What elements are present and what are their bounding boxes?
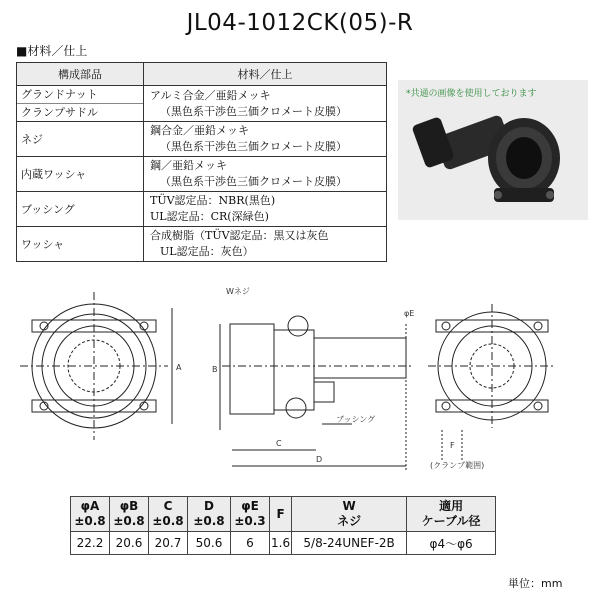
dim-a-label: A bbox=[176, 363, 182, 372]
dim-value: 22.2 bbox=[71, 532, 110, 555]
spec-cell bbox=[144, 86, 387, 122]
spec-line: 合成樹脂（TÜV認定品：黒又は灰色 bbox=[150, 229, 329, 242]
spec-line: アルミ合金／亜鉛メッキ bbox=[150, 88, 271, 102]
connector-photo-image bbox=[398, 80, 588, 220]
header-part: 構成部品 bbox=[17, 63, 144, 86]
spec-line: UL認定品：灰色） bbox=[160, 245, 254, 258]
spec-line: （黒色系干渉色三価クロメート皮膜） bbox=[160, 140, 347, 153]
spec-cell bbox=[144, 122, 387, 157]
dim-header: C ±0.8 bbox=[149, 497, 188, 532]
dim-header: D ±0.8 bbox=[188, 497, 231, 532]
unit-label: 単位：mm bbox=[508, 577, 563, 590]
materials-row bbox=[17, 122, 387, 157]
dim-value: 20.7 bbox=[149, 532, 188, 555]
part-name: ワッシャ bbox=[17, 227, 144, 262]
dim-value: 20.6 bbox=[110, 532, 149, 555]
dim-header: F bbox=[270, 497, 292, 532]
spec-cell bbox=[144, 192, 387, 227]
side-view bbox=[220, 316, 412, 472]
materials-table bbox=[16, 62, 387, 262]
dim-header: φB ±0.8 bbox=[110, 497, 149, 532]
spec-cell bbox=[144, 227, 387, 262]
dim-c-label: C bbox=[276, 439, 282, 448]
spec-line: （黒色系干渉色三価クロメート皮膜） bbox=[160, 104, 347, 118]
dim-header: φE ±0.3 bbox=[231, 497, 270, 532]
part-name: 内蔵ワッシャ bbox=[17, 157, 144, 192]
dim-value: 1.6 bbox=[270, 532, 292, 555]
materials-row bbox=[17, 227, 387, 262]
spec-line: （黒色系干渉色三価クロメート皮膜） bbox=[160, 175, 347, 188]
spec-line: 鋼合金／亜鉛メッキ bbox=[150, 124, 249, 137]
dim-value: 50.6 bbox=[188, 532, 231, 555]
w-screw-label: Wネジ bbox=[226, 287, 250, 296]
dim-header: W ネジ bbox=[292, 497, 407, 532]
materials-row bbox=[17, 86, 387, 122]
end-view bbox=[428, 304, 556, 460]
dim-value: 6 bbox=[231, 532, 270, 555]
materials-row bbox=[17, 192, 387, 227]
technical-drawing bbox=[0, 282, 600, 492]
dim-header: φA ±0.8 bbox=[71, 497, 110, 532]
dim-value: 5/8-24UNEF-2B bbox=[292, 532, 407, 555]
part-cell bbox=[17, 86, 144, 122]
materials-row bbox=[17, 157, 387, 192]
part-name: ブッシング bbox=[17, 192, 144, 227]
dim-f-label: F bbox=[450, 441, 455, 450]
dim-header: 適用 ケーブル径 bbox=[407, 497, 496, 532]
dim-value: φ4～φ6 bbox=[407, 532, 496, 555]
dim-d-label: D bbox=[316, 455, 323, 464]
page-title: JL04-1012CK(05)-R bbox=[186, 10, 414, 36]
bushing-label: ブッシング bbox=[336, 415, 376, 424]
header-spec: 材料／仕上 bbox=[144, 63, 387, 86]
spec-line: 鋼／亜鉛メッキ bbox=[150, 159, 227, 172]
spec-cell bbox=[144, 157, 387, 192]
connector-body-photo bbox=[411, 114, 560, 202]
product-photo bbox=[398, 80, 588, 220]
part-name: クランプサドル bbox=[17, 103, 143, 121]
dim-e-label: φE bbox=[404, 309, 415, 318]
clamp-range-label: (クランプ範囲) bbox=[430, 461, 485, 470]
part-name: ネジ bbox=[17, 122, 144, 157]
dim-b-label: B bbox=[212, 365, 218, 374]
part-name: グランドナット bbox=[21, 88, 98, 101]
dimensions-table bbox=[70, 496, 496, 555]
dimensions-value-row bbox=[71, 532, 496, 555]
spec-line: TÜV認定品：NBR(黒色) bbox=[150, 194, 276, 207]
spec-line: UL認定品：CR(深緑色) bbox=[150, 210, 269, 223]
materials-header-row bbox=[17, 63, 387, 86]
photo-note: *共通の画像を使用しております bbox=[406, 89, 537, 99]
dimensions-header-row bbox=[71, 497, 496, 532]
front-view bbox=[20, 292, 172, 440]
section-title: ■材料／仕上 bbox=[16, 44, 88, 58]
